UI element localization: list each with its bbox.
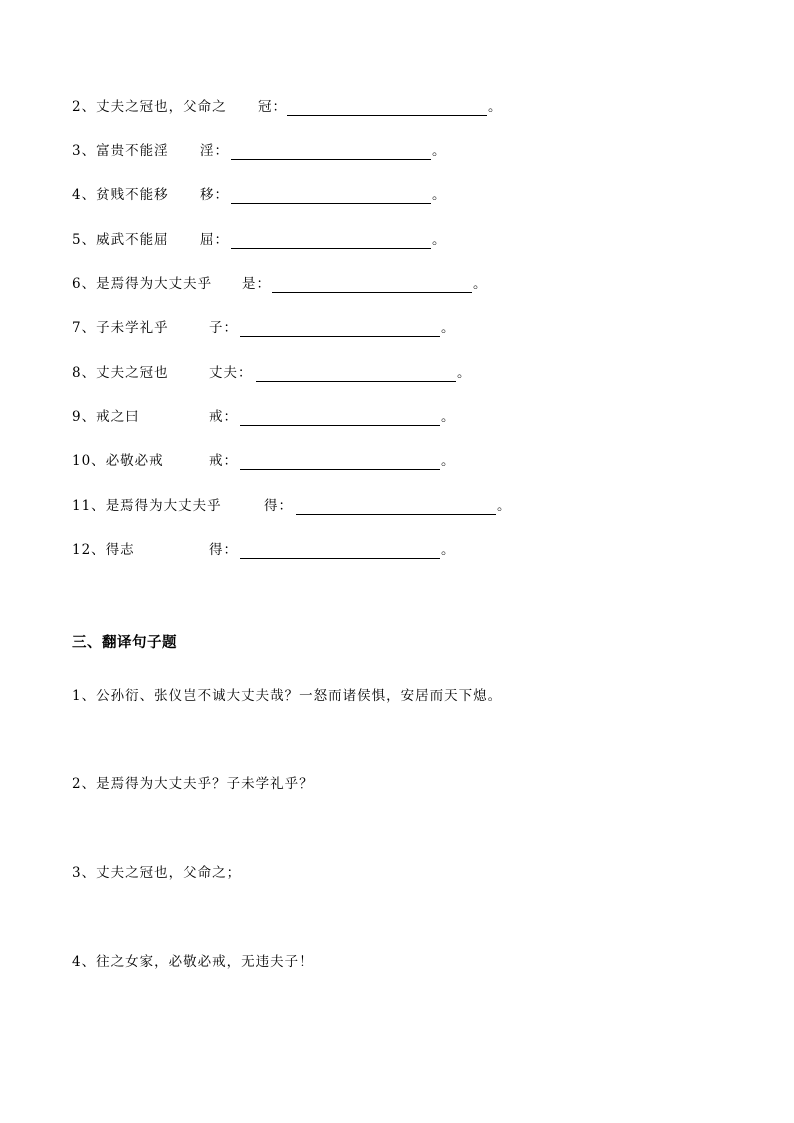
answer-blank[interactable] bbox=[231, 231, 431, 249]
answer-blank[interactable] bbox=[240, 541, 440, 559]
end-mark: 。 bbox=[473, 276, 488, 292]
end-mark: 。 bbox=[441, 320, 456, 336]
item-number: 4、 bbox=[72, 187, 97, 203]
translation-question: 1、公孙衍、张仪岂不诚大丈夫哉？一怒而诸侯惧，安居而天下熄。 bbox=[72, 688, 503, 704]
end-mark: 。 bbox=[441, 409, 456, 425]
item-number: 3、 bbox=[72, 143, 97, 159]
item-keyword: 丈夫： bbox=[209, 365, 253, 381]
list-item bbox=[72, 497, 512, 515]
item-phrase: 富贵不能淫 bbox=[96, 143, 169, 159]
item-phrase: 得志 bbox=[105, 542, 135, 558]
answer-blank[interactable] bbox=[256, 364, 456, 382]
translation-question: 4、往之女家，必敬必戒，无违夫子！ bbox=[72, 954, 314, 970]
list-item bbox=[72, 275, 488, 293]
item-number: 8、 bbox=[72, 365, 97, 381]
item-phrase: 是焉得为大丈夫乎 bbox=[105, 498, 222, 514]
item-keyword: 得： bbox=[264, 498, 293, 514]
item-number: 12、 bbox=[72, 542, 106, 558]
section-heading: 三、翻译句子题 bbox=[72, 635, 177, 651]
item-keyword: 冠： bbox=[258, 99, 287, 115]
answer-blank[interactable] bbox=[240, 319, 440, 337]
item-phrase: 子未学礼乎 bbox=[96, 320, 169, 336]
item-phrase: 是焉得为大丈夫乎 bbox=[96, 276, 213, 292]
list-item bbox=[72, 186, 447, 204]
answer-blank[interactable] bbox=[231, 142, 431, 160]
answer-blank[interactable] bbox=[240, 408, 440, 426]
item-phrase: 必敬必戒 bbox=[105, 453, 164, 469]
end-mark: 。 bbox=[441, 542, 456, 558]
item-keyword: 移： bbox=[200, 187, 229, 203]
end-mark: 。 bbox=[497, 498, 512, 514]
list-item bbox=[72, 231, 447, 249]
end-mark: 。 bbox=[432, 232, 447, 248]
answer-blank[interactable] bbox=[231, 186, 431, 204]
item-phrase: 贫贱不能移 bbox=[96, 187, 169, 203]
item-phrase: 威武不能屈 bbox=[96, 232, 169, 248]
answer-blank[interactable] bbox=[296, 497, 496, 515]
item-number: 5、 bbox=[72, 232, 97, 248]
list-item bbox=[72, 98, 503, 116]
item-phrase: 丈夫之冠也，父命之 bbox=[96, 99, 227, 115]
item-keyword: 戒： bbox=[209, 409, 238, 425]
item-number: 11、 bbox=[72, 498, 106, 514]
list-item bbox=[72, 319, 456, 337]
answer-blank[interactable] bbox=[272, 275, 472, 293]
end-mark: 。 bbox=[432, 143, 447, 159]
item-keyword: 戒： bbox=[209, 453, 238, 469]
item-phrase: 戒之曰 bbox=[96, 409, 140, 425]
end-mark: 。 bbox=[441, 453, 456, 469]
answer-blank[interactable] bbox=[287, 98, 487, 116]
list-item bbox=[72, 408, 456, 426]
item-keyword: 子： bbox=[209, 320, 238, 336]
end-mark: 。 bbox=[488, 99, 503, 115]
item-phrase: 丈夫之冠也 bbox=[96, 365, 169, 381]
item-number: 10、 bbox=[72, 453, 106, 469]
list-item bbox=[72, 541, 456, 559]
item-keyword: 是： bbox=[242, 276, 271, 292]
list-item bbox=[72, 452, 456, 470]
list-item bbox=[72, 142, 447, 160]
end-mark: 。 bbox=[432, 187, 447, 203]
translation-question: 2、是焉得为大丈夫乎？子未学礼乎？ bbox=[72, 776, 314, 792]
item-number: 7、 bbox=[72, 320, 97, 336]
item-keyword: 屈： bbox=[200, 232, 229, 248]
list-item bbox=[72, 364, 472, 382]
end-mark: 。 bbox=[457, 365, 472, 381]
item-keyword: 得： bbox=[209, 542, 238, 558]
item-number: 9、 bbox=[72, 409, 97, 425]
translation-question: 3、丈夫之冠也，父命之； bbox=[72, 865, 242, 881]
item-keyword: 淫： bbox=[200, 143, 229, 159]
item-number: 6、 bbox=[72, 276, 97, 292]
answer-blank[interactable] bbox=[240, 452, 440, 470]
item-number: 2、 bbox=[72, 99, 97, 115]
